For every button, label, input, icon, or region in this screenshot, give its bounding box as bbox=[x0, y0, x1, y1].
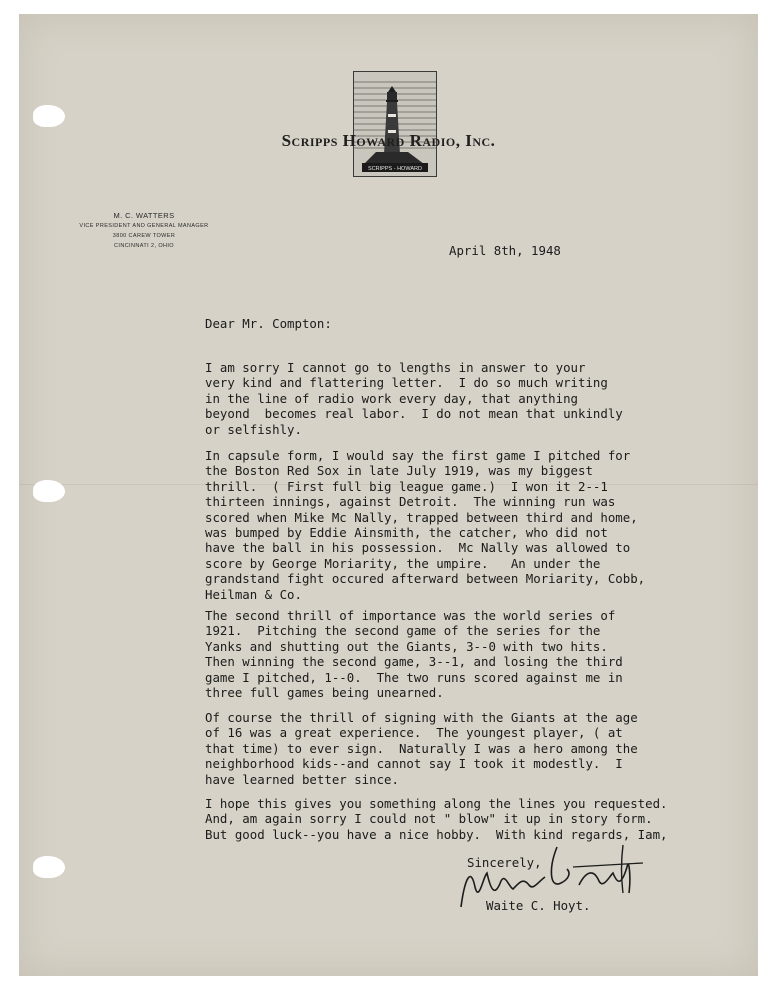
paragraph-1: I am sorry I cannot go to lengths in answer to your very kind and flattering letter. I do so much writing in the line of radio work every day, that anything beyond becomes real labor. I do not mean that unkindly or selfishly. bbox=[205, 360, 623, 437]
letter-date: April 8th, 1948 bbox=[449, 243, 561, 258]
salutation: Dear Mr. Compton: bbox=[205, 316, 332, 331]
letter-paper bbox=[19, 14, 758, 976]
punch-hole-bottom bbox=[33, 856, 65, 878]
punch-hole-middle bbox=[33, 480, 65, 502]
paragraph-2: In capsule form, I would say the first game I pitched for the Boston Red Sox in late July 1919, was my biggest thrill. ( First full big league game.) I won it 2--1 thirteen innings, against Detroit. The winning run was scored when Mike Mc Nally, trapped between third and home, was bumped by Eddie Ainsmith, the catcher, who did not have the ball in his possession. Mc Nally was allowed to score by George Moriarity, the umpire. An under the grandstand fight occured afterward between Moriarity, Cobb, Heilman & Co. bbox=[205, 448, 646, 602]
paragraph-5: I hope this gives you something along the lines you requested. And, am again sorry I could not " blow" it up in story form. But good luck--you have a nice hobby. With kind regards, Iam, bbox=[205, 796, 668, 842]
typed-signer-name: Waite C. Hoyt. bbox=[486, 898, 591, 913]
sender-address-line2: CINCINNATI 2, OHIO bbox=[114, 243, 174, 249]
paragraph-3: The second thrill of importance was the world series of 1921. Pitching the second game of the series for the Yanks and shutting out the Giants, 3--0 with two hits. Then winning the second game, 3--1, and losing the third game I pitched, 1--0. The two runs scored against me in three full games being unearned. bbox=[205, 608, 623, 701]
company-name: Scripps Howard Radio, Inc. bbox=[281, 131, 496, 150]
closing: Sincerely, bbox=[467, 855, 542, 870]
logo-caption: SCRIPPS - HOWARD bbox=[368, 166, 422, 172]
paragraph-4: Of course the thrill of signing with the Giants at the age of 16 was a great experience. The youngest player, ( at that time) to ever sign. Naturally I was a hero among the neighborhood kids--and cannot say I took it modestly. I have learned better since. bbox=[205, 710, 638, 787]
sender-block bbox=[59, 211, 229, 251]
sender-title: VICE PRESIDENT AND GENERAL MANAGER bbox=[79, 223, 209, 229]
sender-address-line1: 3800 CAREW TOWER bbox=[112, 233, 176, 239]
punch-hole-top bbox=[33, 105, 65, 127]
lighthouse-logo bbox=[353, 71, 437, 177]
lighthouse-icon bbox=[354, 72, 436, 176]
sender-name: M. C. WATTERS bbox=[113, 211, 175, 220]
